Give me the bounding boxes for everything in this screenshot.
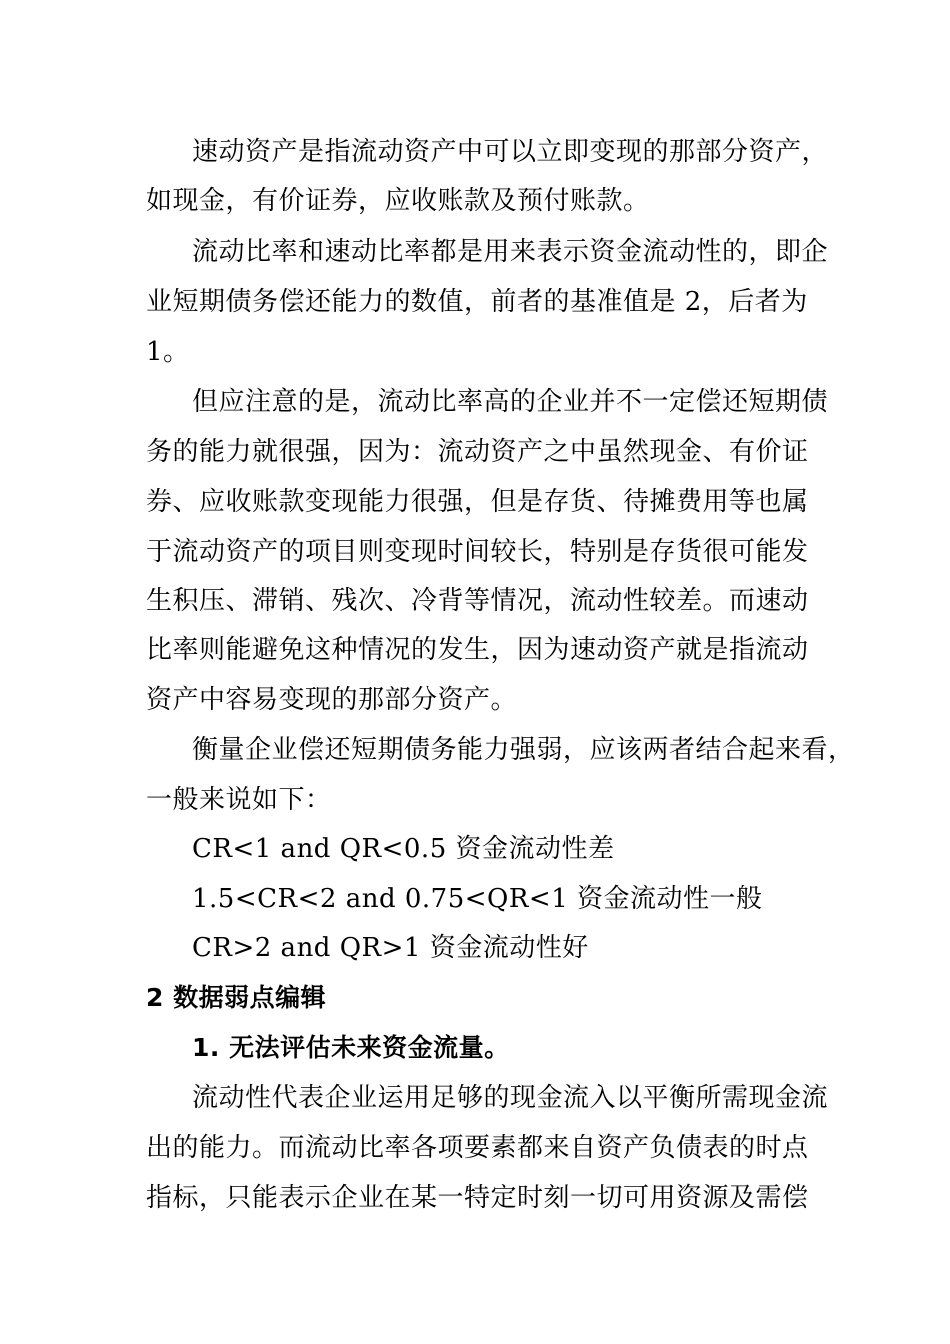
paragraph-line: 务的能力就很强，因为：流动资产之中虽然现金、有价证: [146, 437, 809, 467]
paragraph-line: 但应注意的是，流动比率高的企业并不一定偿还短期债: [192, 387, 829, 417]
paragraph-line: 流动比率和速动比率都是用来表示资金流动性的，即企: [192, 237, 829, 267]
paragraph-line: 如现金，有价证券，应收账款及预付账款。: [146, 186, 650, 216]
subheading: 1. 无法评估未来资金流量。: [192, 1033, 510, 1062]
paragraph-line: 指标，只能表示企业在某一特定时刻一切可用资源及需偿: [146, 1183, 809, 1213]
paragraph-line: 资产中容易变现的那部分资产。: [146, 685, 518, 715]
section-heading: 2 数据弱点编辑: [146, 983, 327, 1012]
paragraph-line: 一般来说如下：: [146, 785, 332, 815]
rule-line: CR>2 and QR>1 资金流动性好: [192, 933, 589, 963]
paragraph-line: 衡量企业偿还短期债务能力强弱，应该两者结合起来看，: [192, 735, 855, 765]
paragraph-line: 流动性代表企业运用足够的现金流入以平衡所需现金流: [192, 1083, 829, 1113]
rule-line: 1.5<CR<2 and 0.75<QR<1 资金流动性一般: [192, 884, 763, 914]
paragraph-line: 出的能力。而流动比率各项要素都来自资产负债表的时点: [146, 1133, 809, 1163]
paragraph-line: 1。: [146, 337, 190, 367]
paragraph-line: 比率则能避免这种情况的发生，因为速动资产就是指流动: [146, 635, 809, 665]
paragraph-line: 于流动资产的项目则变现时间较长，特别是存货很可能发: [146, 537, 809, 567]
paragraph-line: 业短期债务偿还能力的数值，前者的基准值是 2，后者为: [146, 287, 808, 317]
paragraph-line: 生积压、滞销、残次、冷背等情况，流动性较差。而速动: [146, 586, 809, 616]
paragraph-line: 券、应收账款变现能力很强，但是存货、待摊费用等也属: [146, 487, 809, 517]
paragraph-line: 速动资产是指流动资产中可以立即变现的那部分资产，: [192, 137, 829, 167]
rule-line: CR<1 and QR<0.5 资金流动性差: [192, 834, 615, 864]
